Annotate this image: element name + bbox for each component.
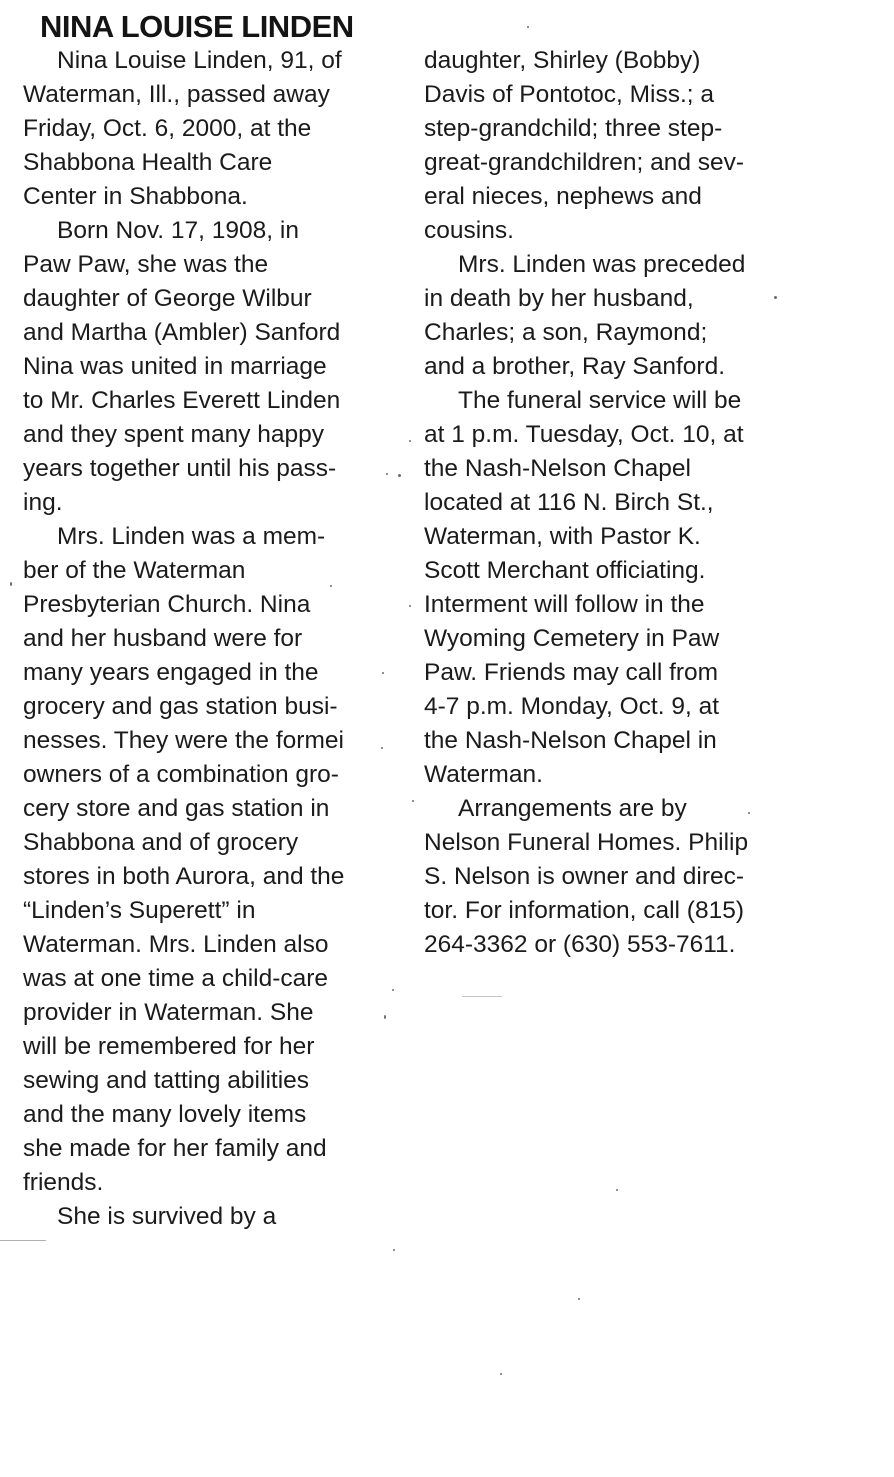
scan-speck xyxy=(398,474,401,477)
scan-speck xyxy=(578,1298,580,1300)
text-line: Mrs. Linden was preceded xyxy=(458,251,746,278)
scan-speck xyxy=(386,473,388,475)
text-line: Mrs. Linden was a mem- xyxy=(57,523,326,550)
text-line: Center in Shabbona. xyxy=(23,183,248,210)
text-line: friends. xyxy=(23,1169,104,1196)
text-line: Paw. Friends may call from xyxy=(424,659,719,686)
text-line: to Mr. Charles Everett Linden xyxy=(23,387,341,414)
text-line: years together until his pass- xyxy=(23,455,337,482)
text-line: 4-7 p.m. Monday, Oct. 9, at xyxy=(424,693,720,720)
text-line: Nina Louise Linden, 91, of xyxy=(57,47,342,74)
text-line: Nina was united in marriage xyxy=(23,353,327,380)
text-line: “Linden’s Superett” in xyxy=(23,897,256,924)
text-line: Presbyterian Church. Nina xyxy=(23,591,311,618)
text-line: in death by her husband, xyxy=(424,285,694,312)
text-line: tor. For information, call (815) xyxy=(424,897,744,924)
text-line: owners of a combination gro- xyxy=(23,761,339,788)
scan-speck xyxy=(409,440,411,442)
text-line: eral nieces, nephews and xyxy=(424,183,702,210)
text-line: will be remembered for her xyxy=(23,1033,315,1060)
text-line: at 1 p.m. Tuesday, Oct. 10, at xyxy=(424,421,744,448)
text-line: and they spent many happy xyxy=(23,421,325,448)
scan-speck xyxy=(409,605,411,607)
obituary-headline: NINA LOUISE LINDEN xyxy=(40,9,354,44)
scan-speck xyxy=(393,1249,395,1251)
text-line: and a brother, Ray Sanford. xyxy=(424,353,725,380)
text-line: 264-3362 or (630) 553-7611. xyxy=(424,931,736,958)
text-line: She is survived by a xyxy=(57,1203,277,1230)
text-line: Arrangements are by xyxy=(458,795,687,822)
text-line: the Nash-Nelson Chapel in xyxy=(424,727,717,754)
text-line: daughter of George Wilbur xyxy=(23,285,312,312)
text-line: Friday, Oct. 6, 2000, at the xyxy=(23,115,312,142)
text-line: was at one time a child-care xyxy=(23,965,329,992)
text-line: Waterman, with Pastor K. xyxy=(424,523,701,550)
scan-speck xyxy=(10,582,12,586)
scan-speck xyxy=(330,585,332,587)
scan-speck xyxy=(384,1015,386,1019)
text-line: step-grandchild; three step- xyxy=(424,115,723,142)
text-line: Waterman, Ill., passed away xyxy=(23,81,330,108)
text-line: located at 116 N. Birch St., xyxy=(424,489,714,516)
text-line: Waterman. xyxy=(424,761,543,788)
text-line: great-grandchildren; and sev- xyxy=(424,149,745,176)
text-line: grocery and gas station busi- xyxy=(23,693,338,720)
text-line: Interment will follow in the xyxy=(424,591,705,618)
scan-edge-mark xyxy=(0,1240,46,1241)
text-line: nesses. They were the formei xyxy=(23,727,344,754)
left-text-column xyxy=(23,44,395,1234)
scan-edge-mark xyxy=(462,996,502,997)
scan-speck xyxy=(412,800,414,802)
text-line: cousins. xyxy=(424,217,514,244)
text-line: sewing and tatting abilities xyxy=(23,1067,310,1094)
text-line: Born Nov. 17, 1908, in xyxy=(57,217,299,244)
right-text-column xyxy=(424,44,804,962)
scan-speck xyxy=(381,747,383,749)
scan-speck xyxy=(500,1373,502,1375)
text-line: Wyoming Cemetery in Paw xyxy=(424,625,720,652)
text-line: Paw Paw, she was the xyxy=(23,251,269,278)
scan-speck xyxy=(382,672,384,674)
scan-speck xyxy=(527,26,529,28)
text-line: daughter, Shirley (Bobby) xyxy=(424,47,701,74)
text-line: Scott Merchant officiating. xyxy=(424,557,706,584)
text-line: Waterman. Mrs. Linden also xyxy=(23,931,329,958)
scan-speck xyxy=(616,1189,618,1191)
text-line: Davis of Pontotoc, Miss.; a xyxy=(424,81,715,108)
text-line: the Nash-Nelson Chapel xyxy=(424,455,691,482)
text-line: The funeral service will be xyxy=(458,387,742,414)
text-line: cery store and gas station in xyxy=(23,795,330,822)
text-line: ber of the Waterman xyxy=(23,557,246,584)
text-line: stores in both Aurora, and the xyxy=(23,863,345,890)
text-line: Charles; a son, Raymond; xyxy=(424,319,708,346)
text-line: Nelson Funeral Homes. Philip xyxy=(424,829,749,856)
scan-speck xyxy=(748,812,750,814)
text-line: provider in Waterman. She xyxy=(23,999,314,1026)
text-line: Shabbona Health Care xyxy=(23,149,273,176)
text-line: Shabbona and of grocery xyxy=(23,829,299,856)
scan-speck xyxy=(392,989,394,991)
text-line: and her husband were for xyxy=(23,625,303,652)
text-line: and Martha (Ambler) Sanford xyxy=(23,319,341,346)
text-line: S. Nelson is owner and direc- xyxy=(424,863,745,890)
text-line: she made for her family and xyxy=(23,1135,327,1162)
scan-speck xyxy=(774,296,777,299)
text-line: ing. xyxy=(23,489,63,516)
text-line: many years engaged in the xyxy=(23,659,319,686)
text-line: and the many lovely items xyxy=(23,1101,307,1128)
